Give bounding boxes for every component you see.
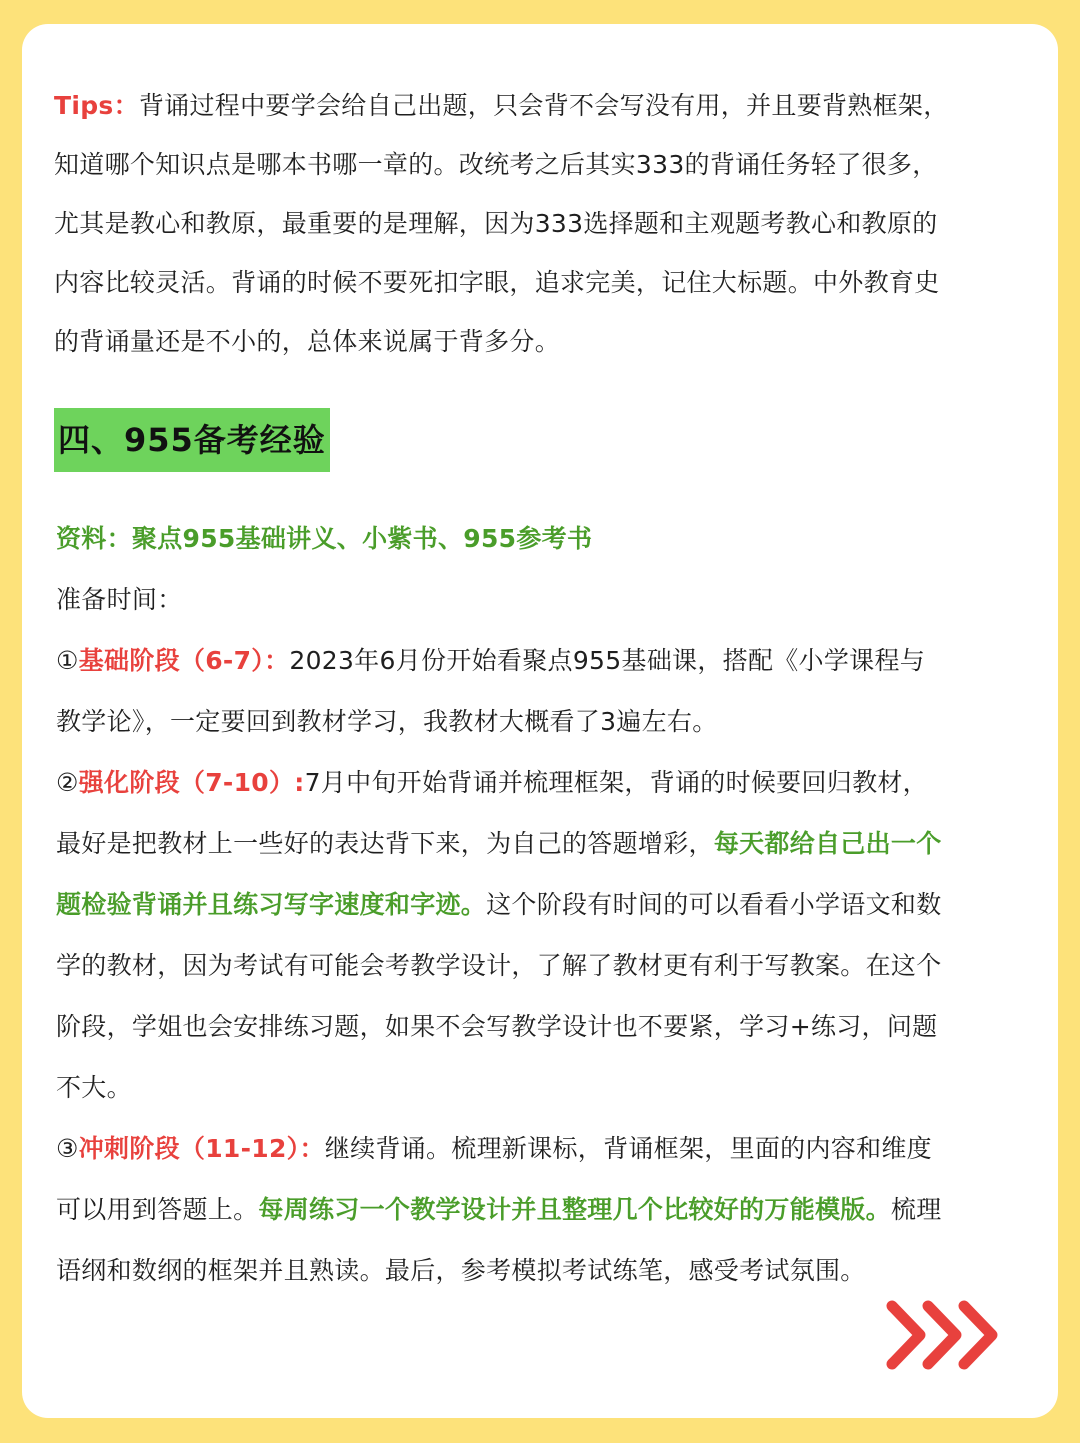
prep-label: 准备时间：: [56, 585, 183, 614]
stage3-text: 继续背诵。梳理新课标，背诵框架，里面的内容和维度: [324, 1134, 932, 1163]
stage1-line-1: [56, 630, 1028, 691]
tips-line-2: 知道哪个知识点是哪本书哪一章的。改统考之后其实333的背诵任务轻了很多，: [54, 150, 938, 179]
stage2-text-2: 最好是把教材上一些好的表达背下来，为自己的答题增彩，: [56, 829, 714, 858]
stage2-line-3: [56, 874, 1028, 935]
stage2-line-4: 学的教材，因为考试有可能会考教学设计，了解了教材更有利于写教案。在这个: [56, 951, 942, 980]
section-body: [56, 508, 1028, 1301]
stage1-line-2: 教学论》，一定要回到教材学习，我教材大概看了3遍左右。: [56, 707, 718, 736]
stage1-text: 2023年6月份开始看聚点955基础课，搭配《小学课程与: [289, 646, 926, 675]
stage3-line-3: 语纲和数纲的框架并且熟读。最后，参考模拟考试练笔，感受考试氛围。: [56, 1256, 866, 1285]
stage2-line-6: 不大。: [56, 1073, 132, 1102]
stage3-marker: ③: [56, 1134, 79, 1163]
tips-label: Tips：: [54, 91, 139, 120]
stage3-title: 冲刺阶段（11-12）：: [78, 1134, 325, 1163]
stage2-title: 强化阶段（7-10）:: [78, 768, 305, 797]
tips-line-1: [54, 76, 1026, 135]
stage1-marker: ①: [56, 646, 79, 675]
stage2-line-5: 阶段，学姐也会安排练习题，如果不会写教学设计也不要紧，学习+练习，问题: [56, 1012, 938, 1041]
stage3-line-2: [56, 1179, 1028, 1240]
tips-line-5: 的背诵量还是不小的，总体来说属于背多分。: [54, 327, 561, 356]
stage2-marker: ②: [56, 768, 79, 797]
stage3-line-1: [56, 1118, 1028, 1179]
tips-paragraph: [54, 76, 1026, 371]
materials-line: 资料：聚点955基础讲义、小紫书、955参考书: [56, 524, 593, 553]
stage2-line-1: [56, 752, 1028, 813]
stage3-highlight: 每周练习一个教学设计并且整理几个比较好的万能模版。: [258, 1195, 891, 1224]
stage2-highlight-1: 每天都给自己出一个: [713, 829, 942, 858]
stage2-text-3: 这个阶段有时间的可以看看小学语文和数: [486, 890, 942, 919]
triple-chevron-right-icon: [884, 1300, 1004, 1370]
stage3-text-2: 可以用到答题上。: [56, 1195, 259, 1224]
tips-text: 背诵过程中要学会给自己出题，只会背不会写没有用，并且要背熟框架，: [138, 91, 949, 120]
stage2-line-2: [56, 813, 1028, 874]
stage1-title: 基础阶段（6-7）：: [78, 646, 290, 675]
section-heading: 四、955备考经验: [54, 408, 330, 472]
stage2-highlight-2: 题检验背诵并且练习写字速度和字迹。: [56, 890, 487, 919]
tips-line-4: 内容比较灵活。背诵的时候不要死扣字眼，追求完美，记住大标题。中外教育史: [54, 268, 940, 297]
stage2-text: 7月中旬开始背诵并梳理框架，背诵的时候要回归教材，: [304, 768, 928, 797]
content-card: [22, 24, 1058, 1418]
tips-line-3: 尤其是教心和教原，最重要的是理解，因为333选择题和主观题考教心和教原的: [54, 209, 938, 238]
stage3-text-tail: 梳理: [890, 1195, 942, 1224]
